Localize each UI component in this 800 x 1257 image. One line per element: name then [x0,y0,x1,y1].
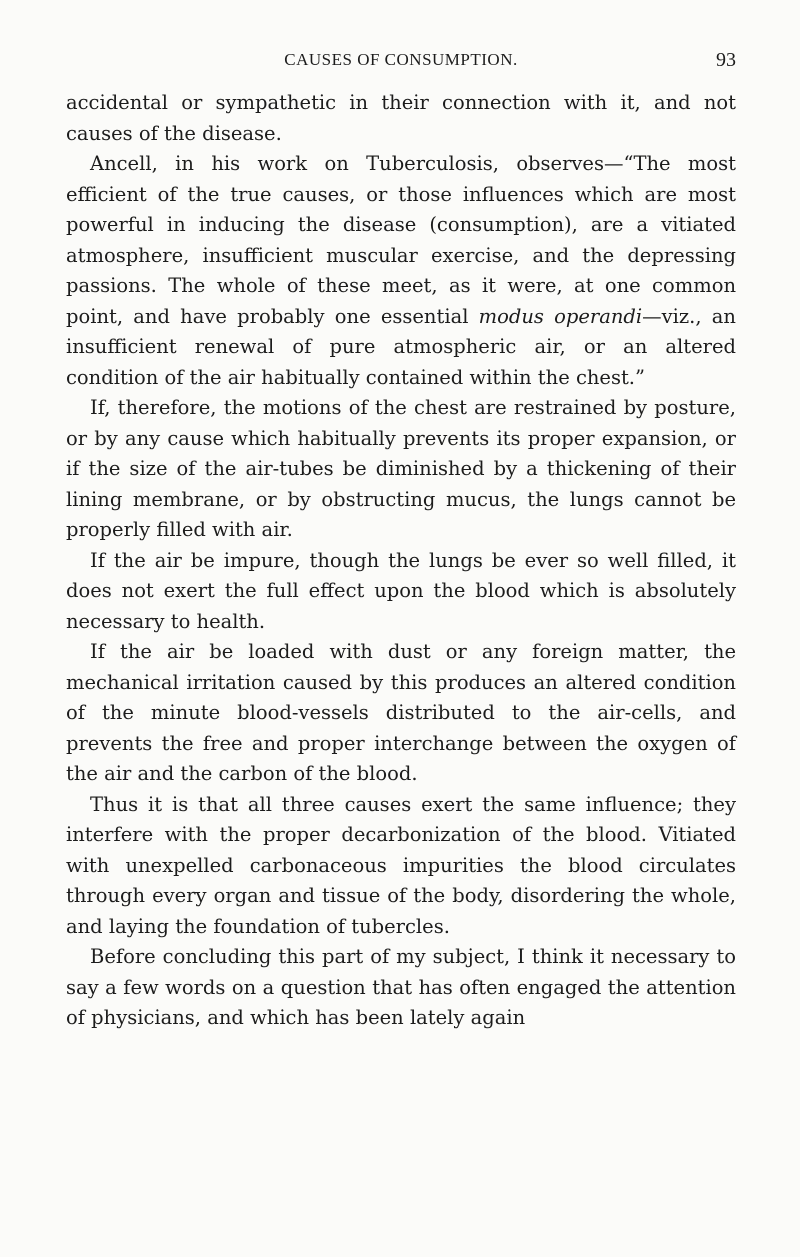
body-text [66,88,736,1034]
paragraph-dust: If the air be loaded with dust or any foreign matter, the mechanical irritation caused by this produces an altered condition of the minute blood-vessels distributed to the air-cells, and prevents the free and proper interchange between the oxygen of the air and the carbon of the blood. [66,640,736,785]
quote-text-before: Ancell, in his work on Tuberculosis, observes—“The most efficient of the true causes, or those influences which are most powerful in inducing the disease (consumption), are a vitiated atmosphere, insufficient muscular exercise, and the depressing passions. The whole of these meet, as it were, at one common point, and have probably one essential [66,152,736,328]
quote-italic-phrase: modus operandi [478,304,643,328]
paragraph-three-causes: Thus it is that all three causes exert the same influence; they interfere with the proper decarbonization of the blood. Vitiated with unexpelled carbonaceous impurities the blood circulates through every organ and tissue of the body, disordering the whole, and laying the foundation of tubercles. [66,792,736,938]
paragraph-continuation: accidental or sympathetic in their connection with it, and not causes of the disease. [66,91,736,145]
paragraph-impure-air: If the air be impure, though the lungs be ever so well filled, it does not exert the full effect upon the blood which is absolutely necessary to health. [66,548,736,633]
running-title: CAUSES OF CONSUMPTION. [284,50,518,69]
paragraph-before-concluding: Before concluding this part of my subject, I think it necessary to say a few words on a question that has often engaged the attention of physicians, and which has been lately again [66,945,736,1029]
paragraph-chest-motion: If, therefore, the motions of the chest are restrained by posture, or by any cause which habitually prevents its proper expansion, or if the size of the air-tubes be diminished by a thickening of their lining membrane, or by obstructing mucus, the lungs cannot be properly filled with air. [66,396,736,541]
running-head [66,46,736,74]
paragraph-ancell-quote [66,149,736,393]
quote-text-after: —viz., an insufficient renewal of pure atmospheric air, or an altered condition of the air habitually contained within the chest.” [66,304,736,389]
page-number: 93 [716,49,736,71]
